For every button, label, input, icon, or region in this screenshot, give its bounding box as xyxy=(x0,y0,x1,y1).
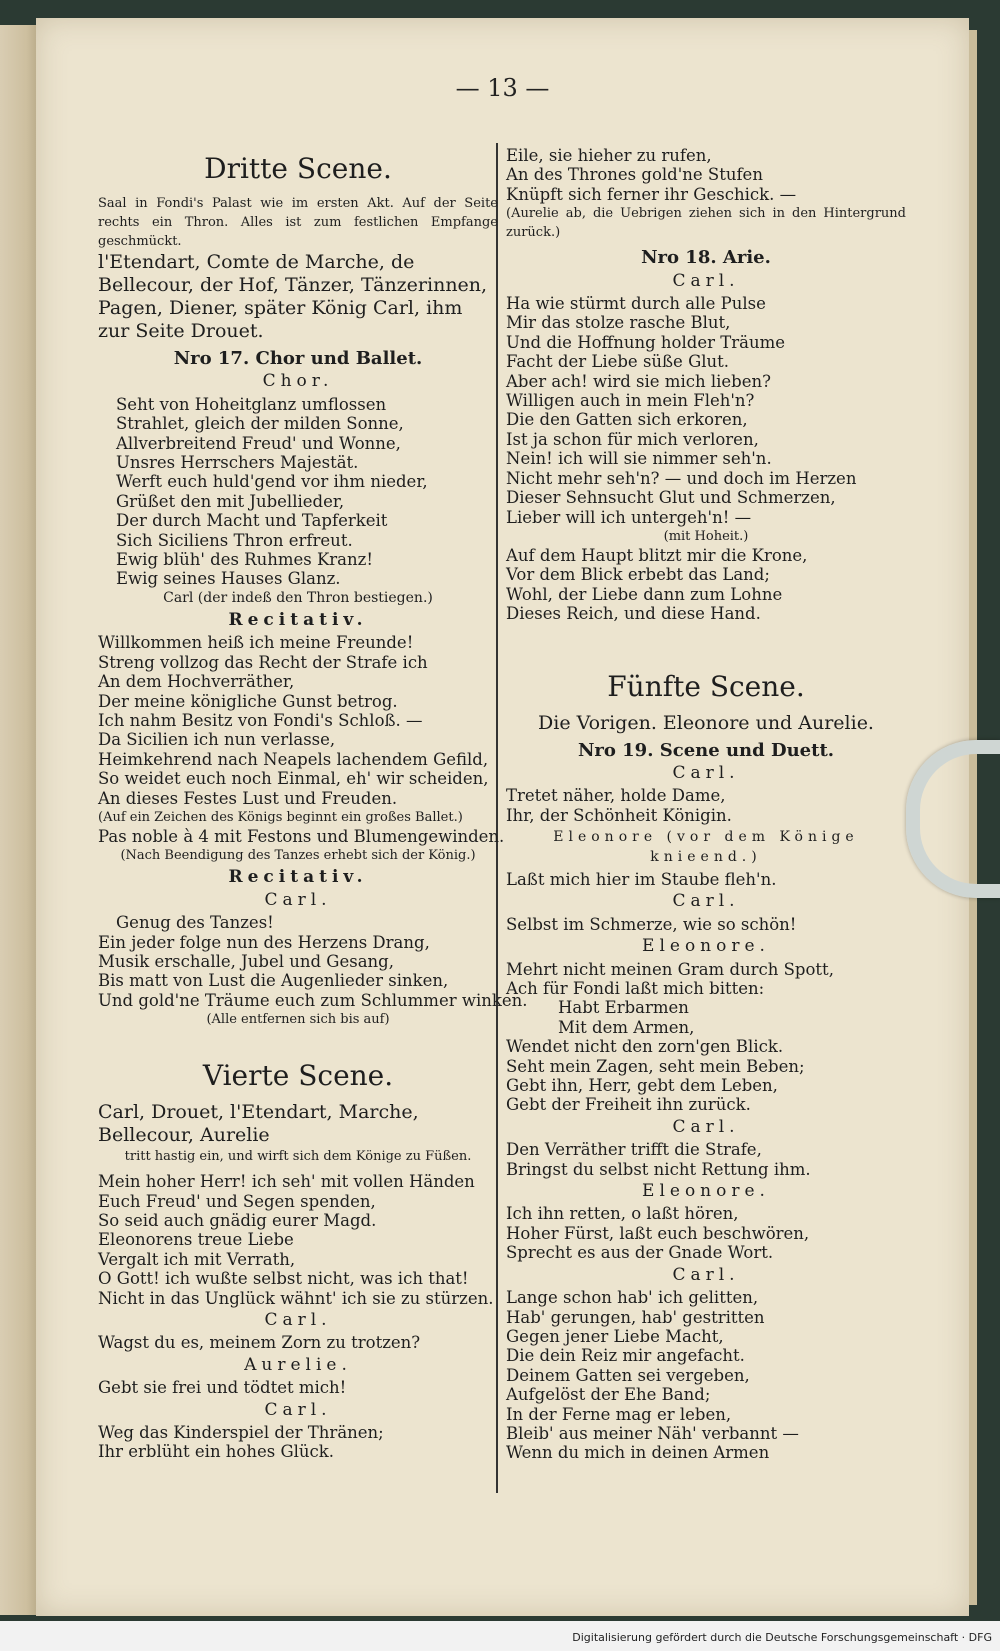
verse-line: An des Thrones gold'ne Stufen xyxy=(506,165,763,185)
scan-footer xyxy=(0,1621,1000,1651)
verse-line: Hab' gerungen, hab' gestritten xyxy=(506,1307,765,1327)
verse-line: Gebt ihn, Herr, gebt dem Leben, xyxy=(506,1076,778,1096)
verse-line: Mir das stolze rasche Blut, xyxy=(506,313,731,333)
verse-line: Genug des Tanzes! xyxy=(116,913,274,933)
verse-line: Wohl, der Liebe dann zum Lohne xyxy=(506,584,783,604)
verse-line: Eleonorens treue Liebe xyxy=(98,1230,294,1250)
character-list: Carl, Drouet, l'Etendart, Marche, Bellecour, Aurelie xyxy=(98,1101,419,1147)
verse-line: Und gold'ne Träume euch zum Schlummer winken. xyxy=(98,990,528,1010)
verse-line: Ich nahm Besitz von Fondi's Schloß. — xyxy=(98,710,423,730)
speaker-eleonore: Eleonore. xyxy=(642,1181,770,1202)
verse-line: Allverbreitend Freud' und Wonne, xyxy=(116,433,401,453)
verse-line: O Gott! ich wußte selbst nicht, was ich that! xyxy=(98,1269,469,1289)
number-19-heading: Nro 19. Scene und Duett. xyxy=(577,739,835,761)
verse-line: Gebt sie frei und tödtet mich! xyxy=(98,1378,347,1398)
verse-line: Ihr, der Schönheit Königin. xyxy=(506,805,732,825)
verse-line: Ist ja schon für mich verloren, xyxy=(506,429,759,449)
character-list: Die Vorigen. Eleonore und Aurelie. xyxy=(538,711,874,734)
recitativ-verse xyxy=(98,633,498,808)
stage-direction: tritt hastig ein, und wirft sich dem Könige zu Füßen. xyxy=(124,1149,472,1165)
chor-verse xyxy=(98,395,498,589)
verse-line: Der meine königliche Gunst betrog. xyxy=(98,691,398,711)
verse-line: Seht von Hoheitglanz umflossen xyxy=(116,394,387,414)
stage-direction: (mit Hoheit.) xyxy=(663,528,749,544)
speaker-eleonore-stage: Eleonore (vor dem Könige knieend.) xyxy=(553,829,859,865)
verse-line: Willigen auch in mein Fleh'n? xyxy=(506,391,755,411)
verse-line: Werft euch huld'gend vor ihm nieder, xyxy=(116,472,428,492)
verse-line: Der durch Macht und Tapferkeit xyxy=(116,511,388,531)
verse-line: In der Ferne mag er leben, xyxy=(506,1404,732,1424)
verse-line: An dem Hochverräther, xyxy=(98,672,295,692)
carl-verse xyxy=(506,1288,906,1463)
stage-direction: (Alle entfernen sich bis auf) xyxy=(206,1012,390,1028)
stage-direction: (Auf ein Zeichen des Königs beginnt ein großes Ballet.) xyxy=(98,809,463,825)
speaker-carl: Carl. xyxy=(672,891,740,912)
left-column xyxy=(98,146,528,1462)
character-list: l'Etendart, Comte de Marche, de Bellecour, der Hof, Tänzer, Tänzerinnen, Pagen, Diener, später König Carl, ihm zur Seite Drouet. xyxy=(98,251,488,342)
verse-line: Und die Hoffnung holder Träume xyxy=(506,332,785,352)
verse-line: Aufgelöst der Ehe Band; xyxy=(506,1385,711,1405)
speaker-carl: Carl. xyxy=(672,762,740,783)
verse-line: Nicht in das Unglück wähnt' ich sie zu stürzen. xyxy=(98,1288,494,1308)
verse-line: Laßt mich hier im Staube fleh'n. xyxy=(506,869,777,889)
verse-line: Ihr erblüht ein hohes Glück. xyxy=(98,1442,335,1462)
verse-line: Heimkehrend nach Neapels lachendem Gefild, xyxy=(98,749,489,769)
verse-line: Lange schon hab' ich gelitten, xyxy=(506,1288,759,1308)
verse-line: Unsres Herrschers Majestät. xyxy=(116,453,359,473)
verse-line: So weidet euch noch Einmal, eh' wir scheiden, xyxy=(98,769,489,789)
verse-line: Facht der Liebe süße Glut. xyxy=(506,352,730,372)
verse-line: Selbst im Schmerze, wie so schön! xyxy=(506,914,797,934)
verse-line: Strahlet, gleich der milden Sonne, xyxy=(116,414,404,434)
verse-line: Seht mein Zagen, seht mein Beben; xyxy=(506,1056,805,1076)
verse-line: Knüpft sich ferner ihr Geschick. — xyxy=(506,184,797,204)
verse-line: Ewig blüh' des Ruhmes Kranz! xyxy=(116,550,373,570)
pas-noble: Pas noble à 4 mit Festons und Blumengewinden. xyxy=(98,826,505,846)
verse-line: Willkommen heiß ich meine Freunde! xyxy=(98,633,414,653)
speaker-carl: Carl. xyxy=(672,270,740,291)
speaker-carl-stage: Carl (der indeß den Thron bestiegen.) xyxy=(163,589,433,606)
verse-line: Die den Gatten sich erkoren, xyxy=(506,410,748,430)
verse-line: Ewig seines Hauses Glanz. xyxy=(116,569,341,589)
verse-line: Bleib' aus meiner Näh' verbannt — xyxy=(506,1423,799,1443)
verse-line: Lieber will ich untergeh'n! — xyxy=(506,507,752,527)
speaker-carl: Carl. xyxy=(672,1264,740,1285)
stage-direction: (Nach Beendigung des Tanzes erhebt sich der König.) xyxy=(120,848,476,864)
scene-5-title: Fünfte Scene. xyxy=(607,669,805,703)
verse-line: Sprecht es aus der Gnade Wort. xyxy=(506,1243,774,1263)
verse-line: Gebt der Freiheit ihn zurück. xyxy=(506,1095,751,1115)
recitativ-verse xyxy=(98,913,528,1010)
scene-3-title: Dritte Scene. xyxy=(204,152,392,185)
verse-line: Hoher Fürst, laßt euch beschwören, xyxy=(506,1223,810,1243)
verse-line: Musik erschalle, Jubel und Gesang, xyxy=(98,951,394,971)
verse-line: Bringst du selbst nicht Rettung ihm. xyxy=(506,1159,811,1179)
verse-line: So seid auch gnädig eurer Magd. xyxy=(98,1211,377,1230)
verse-line: Wagst du es, meinem Zorn zu trotzen? xyxy=(98,1333,421,1353)
arie-verse-2 xyxy=(506,546,906,624)
verse-line: Weg das Kinderspiel der Thränen; xyxy=(98,1423,384,1443)
recitativ-heading: Recitativ. xyxy=(228,867,368,888)
aurelie-verse xyxy=(98,1172,498,1308)
speaker-carl: Carl. xyxy=(672,1116,740,1137)
verse-line: Euch Freud' und Segen spenden, xyxy=(98,1191,376,1211)
digitization-credit: Digitalisierung gefördert durch die Deutsche Forschungsgemeinschaft · DFG xyxy=(572,1631,992,1644)
right-column xyxy=(506,146,906,1463)
stage-direction: (Aurelie ab, die Uebrigen ziehen sich in den Hintergrund zurück.) xyxy=(506,206,906,241)
page-number: — 13 — xyxy=(455,74,550,102)
verse-line: Ich ihn retten, o laßt hören, xyxy=(506,1204,739,1224)
verse-line: Grüßet den mit Jubellieder, xyxy=(116,491,345,511)
speaker-aurelie: Aurelie. xyxy=(244,1354,352,1375)
verse-line: Gegen jener Liebe Macht, xyxy=(506,1326,724,1346)
speaker-carl: Carl. xyxy=(264,1399,332,1420)
verse-line: Nein! ich will sie nimmer seh'n. xyxy=(506,449,772,469)
verse-line: Habt Erbarmen xyxy=(558,998,689,1018)
verse-line: Dieser Sehnsucht Glut und Schmerzen, xyxy=(506,488,836,508)
verse-line: Sich Siciliens Thron erfreut. xyxy=(116,530,353,550)
verse-line: Den Verräther trifft die Strafe, xyxy=(506,1140,762,1160)
verse-line: Mit dem Armen, xyxy=(558,1017,695,1037)
verse-line: Ha wie stürmt durch alle Pulse xyxy=(506,294,766,314)
verse-line: Da Sicilien ich nun verlasse, xyxy=(98,730,336,750)
verse-line: Die dein Reiz mir angefacht. xyxy=(506,1346,745,1366)
verse-line: Wenn du mich in deinen Armen xyxy=(506,1443,770,1463)
verse-line: Dieses Reich, und diese Hand. xyxy=(506,604,761,624)
number-17-heading: Nro 17. Chor und Ballet. xyxy=(173,348,423,369)
verse-line: Aber ach! wird sie mich lieben? xyxy=(506,371,771,391)
verse-line: Bis matt von Lust die Augenlieder sinken, xyxy=(98,971,449,991)
verse-line: Wendet nicht den zorn'gen Blick. xyxy=(506,1037,784,1057)
verse-line: Vor dem Blick erbebt das Land; xyxy=(506,565,770,585)
verse-line: Mehrt nicht meinen Gram durch Spott, xyxy=(506,959,834,979)
verse-line: Eile, sie hieher zu rufen, xyxy=(506,146,712,165)
eleonore-verse xyxy=(506,960,906,1115)
verse-line: Deinem Gatten sei vergeben, xyxy=(506,1365,750,1385)
verse-line: Nicht mehr seh'n? — und doch im Herzen xyxy=(506,468,857,488)
scene-4-title: Vierte Scene. xyxy=(202,1059,394,1093)
number-18-heading: Nro 18. Arie. xyxy=(641,247,771,269)
verse-line: Auf dem Haupt blitzt mir die Krone, xyxy=(506,545,808,565)
speaker-carl: Carl. xyxy=(264,1310,332,1331)
speaker-chor: Chor. xyxy=(262,371,334,392)
verse-line: Ach für Fondi laßt mich bitten: xyxy=(506,979,765,998)
left-page-edge xyxy=(0,25,38,1615)
speaker-carl: Carl. xyxy=(264,889,332,910)
book-page xyxy=(36,18,969,1616)
arie-verse xyxy=(506,294,906,527)
speaker-eleonore: Eleonore. xyxy=(642,936,770,957)
verse-line: Streng vollzog das Recht der Strafe ich xyxy=(98,652,428,672)
verse-line: An dieses Festes Lust und Freuden. xyxy=(98,788,398,808)
verse-line: Mein hoher Herr! ich seh' mit vollen Händen xyxy=(98,1172,475,1192)
verse-line: Tretet näher, holde Dame, xyxy=(506,786,726,806)
stage-direction: Saal in Fondi's Palast wie im ersten Akt. Auf der Seite rechts ein Thron. Alles ist zum festlichen Empfange geschmückt. xyxy=(98,196,498,249)
verse-line: Vergalt ich mit Verrath, xyxy=(98,1249,296,1269)
verse-line: Ein jeder folge nun des Herzens Drang, xyxy=(98,932,430,952)
recitativ-heading: Recitativ. xyxy=(228,609,368,630)
